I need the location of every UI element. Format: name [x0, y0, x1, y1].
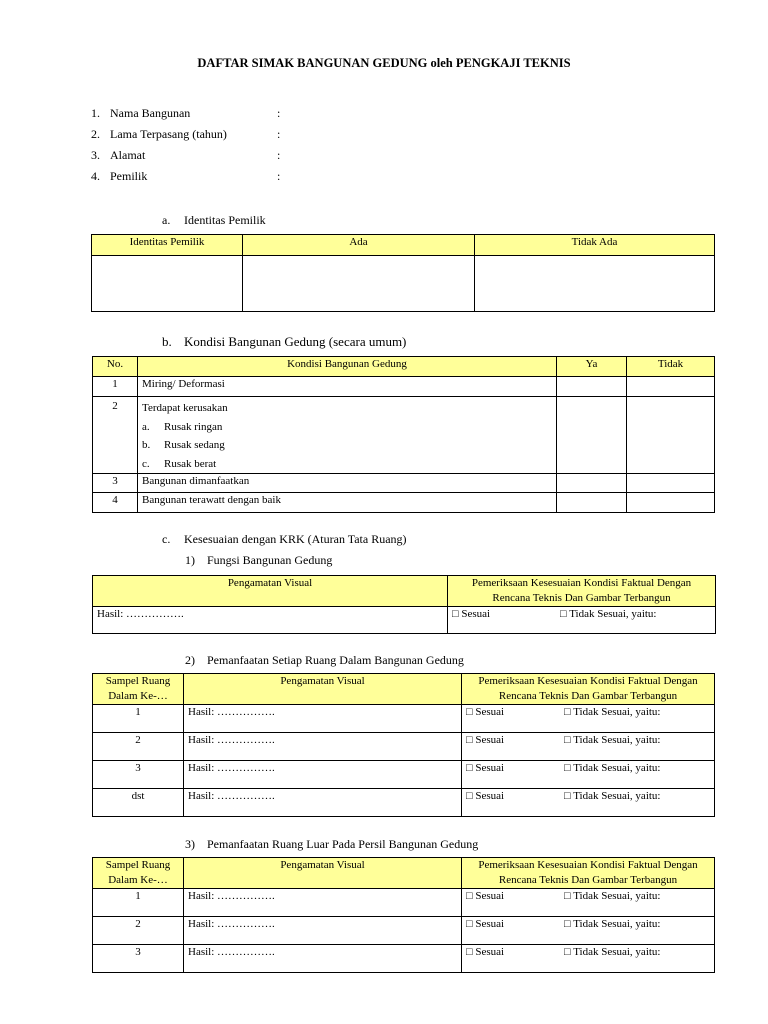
sample-number: 3	[93, 761, 184, 789]
sample-number: 2	[93, 917, 184, 945]
table-cell-ada[interactable]	[243, 256, 475, 312]
table-row	[93, 917, 715, 945]
cell-ya[interactable]	[557, 493, 627, 513]
row-number: 3	[93, 474, 138, 493]
row-text-block	[138, 397, 557, 474]
table-row	[93, 493, 715, 513]
section-title: Identitas Pemilik	[184, 213, 266, 227]
row-text: Bangunan dimanfaatkan	[138, 474, 557, 493]
table-row	[93, 474, 715, 493]
check-cell	[462, 945, 715, 973]
hasil-cell[interactable]: Hasil: …………….	[184, 705, 462, 733]
cell-ya[interactable]	[557, 474, 627, 493]
section-title: Kondisi Bangunan Gedung (secara umum)	[184, 334, 407, 349]
table-row	[93, 789, 715, 817]
pemanfaatan-ruang-luar-table	[92, 857, 715, 973]
c3-heading	[185, 837, 478, 852]
sample-number: 2	[93, 733, 184, 761]
column-header: Pengamatan Visual	[184, 858, 462, 889]
check-cell	[462, 917, 715, 945]
sub-text: Rusak sedang	[164, 439, 225, 451]
tidak-sesuai-checkbox[interactable]: □ Tidak Sesuai, yaitu:	[560, 608, 657, 620]
table-row	[93, 705, 715, 733]
sample-number: 1	[93, 889, 184, 917]
hasil-cell[interactable]: Hasil: …………….	[184, 945, 462, 973]
sesuai-checkbox[interactable]: □ Sesuai	[466, 706, 505, 718]
fungsi-bangunan-table	[92, 575, 716, 634]
section-marker: a.	[162, 213, 171, 227]
column-header: No.	[93, 357, 138, 377]
column-header: Tidak	[627, 357, 715, 377]
column-header: Ya	[557, 357, 627, 377]
sub-text: Rusak ringan	[164, 420, 223, 433]
info-colon: :	[277, 148, 281, 162]
table-row	[93, 607, 716, 634]
table-row	[93, 761, 715, 789]
row-number: 2	[93, 397, 138, 474]
row-number: 1	[93, 377, 138, 397]
sesuai-checkbox[interactable]: □ Sesuai	[452, 608, 491, 620]
hasil-cell[interactable]: Hasil: …………….	[184, 733, 462, 761]
column-header: Sampel Ruang Dalam Ke-…	[93, 858, 184, 889]
tidak-sesuai-checkbox[interactable]: □ Tidak Sesuai, yaitu:	[564, 946, 661, 958]
hasil-cell[interactable]: Hasil: …………….	[184, 889, 462, 917]
page-title: DAFTAR SIMAK BANGUNAN GEDUNG oleh PENGKAJI TEKNIS	[197, 56, 571, 70]
column-header: Pengamatan Visual	[184, 674, 462, 705]
cell-tidak[interactable]	[627, 377, 715, 397]
tidak-sesuai-checkbox[interactable]: □ Tidak Sesuai, yaitu:	[564, 790, 661, 802]
table-row	[93, 889, 715, 917]
info-number: 1.	[91, 106, 100, 120]
check-cell	[448, 607, 716, 634]
hasil-cell[interactable]: Hasil: …………….	[184, 917, 462, 945]
section-a-heading	[162, 213, 266, 228]
column-header: Kondisi Bangunan Gedung	[138, 357, 557, 377]
info-number: 3.	[91, 148, 100, 162]
check-cell	[462, 705, 715, 733]
column-header: Ada	[243, 235, 475, 256]
table-row	[93, 397, 715, 474]
section-b-heading	[162, 334, 406, 350]
info-label: Lama Terpasang (tahun)	[110, 127, 227, 141]
column-header: Pengamatan Visual	[93, 576, 448, 607]
column-header: Sampel Ruang Dalam Ke-…	[93, 674, 184, 705]
cell-tidak[interactable]	[627, 474, 715, 493]
check-cell	[462, 761, 715, 789]
check-cell	[462, 733, 715, 761]
cell-tidak[interactable]	[627, 493, 715, 513]
cell-ya[interactable]	[557, 377, 627, 397]
section-title: Kesesuaian dengan KRK (Aturan Tata Ruang)	[184, 532, 407, 546]
hasil-cell[interactable]: Hasil: …………….	[184, 761, 462, 789]
c2-heading	[185, 653, 464, 668]
c1-heading	[185, 553, 332, 568]
info-label: Nama Bangunan	[110, 106, 191, 120]
tidak-sesuai-checkbox[interactable]: □ Tidak Sesuai, yaitu:	[564, 706, 661, 718]
sub-marker: a.	[142, 420, 150, 433]
table-cell-tidak-ada[interactable]	[475, 256, 715, 312]
section-marker: b.	[162, 334, 172, 349]
section-marker: 2)	[185, 653, 195, 667]
info-colon: :	[277, 106, 281, 120]
column-header: Pemeriksaan Kesesuaian Kondisi Faktual Dengan Rencana Teknis Dan Gambar Terbangun	[462, 674, 715, 705]
row-number: 4	[93, 493, 138, 513]
table-row	[93, 945, 715, 973]
check-cell	[462, 889, 715, 917]
table-row	[93, 733, 715, 761]
hasil-cell[interactable]: Hasil: …………….	[184, 789, 462, 817]
kondisi-bangunan-table	[92, 356, 715, 513]
section-title: Pemanfaatan Setiap Ruang Dalam Bangunan Gedung	[207, 653, 464, 667]
cell-tidak[interactable]	[627, 397, 715, 474]
sesuai-checkbox[interactable]: □ Sesuai	[466, 946, 505, 958]
check-cell	[462, 789, 715, 817]
sesuai-checkbox[interactable]: □ Sesuai	[466, 790, 505, 802]
tidak-sesuai-checkbox[interactable]: □ Tidak Sesuai, yaitu:	[564, 890, 661, 902]
column-header: Identitas Pemilik	[92, 235, 243, 256]
info-number: 2.	[91, 127, 100, 141]
column-header: Pemeriksaan Kesesuaian Kondisi Faktual Dengan Rencana Teknis Dan Gambar Terbangun	[448, 576, 716, 607]
hasil-cell[interactable]: Hasil: …………….	[93, 607, 448, 634]
sub-text: Rusak berat	[164, 457, 217, 470]
sub-marker: c.	[142, 457, 150, 470]
section-title: Fungsi Bangunan Gedung	[207, 553, 333, 567]
table-row	[93, 377, 715, 397]
section-marker: 1)	[185, 553, 195, 567]
pemanfaatan-ruang-dalam-table	[92, 673, 715, 817]
sample-number: dst	[93, 789, 184, 817]
section-marker: 3)	[185, 837, 195, 851]
tidak-sesuai-checkbox[interactable]: □ Tidak Sesuai, yaitu:	[564, 918, 661, 930]
section-title: Pemanfaatan Ruang Luar Pada Persil Bangunan Gedung	[207, 837, 479, 851]
tidak-sesuai-checkbox[interactable]: □ Tidak Sesuai, yaitu:	[564, 762, 661, 774]
sesuai-checkbox[interactable]: □ Sesuai	[466, 918, 505, 930]
info-label: Alamat	[110, 148, 146, 162]
info-colon: :	[277, 127, 281, 141]
row-text: Miring/ Deformasi	[138, 377, 557, 397]
sub-item	[142, 436, 552, 455]
sesuai-checkbox[interactable]: □ Sesuai	[466, 762, 505, 774]
section-marker: c.	[162, 532, 171, 546]
sub-item	[142, 455, 552, 474]
info-number: 4.	[91, 169, 100, 183]
sesuai-checkbox[interactable]: □ Sesuai	[466, 734, 505, 746]
sample-number: 1	[93, 705, 184, 733]
sub-item	[142, 418, 552, 437]
sample-number: 3	[93, 945, 184, 973]
sub-marker: b.	[142, 439, 151, 451]
row-text: Terdapat kerusakan	[142, 402, 228, 414]
info-label: Pemilik	[110, 169, 148, 183]
info-colon: :	[277, 169, 281, 183]
tidak-sesuai-checkbox[interactable]: □ Tidak Sesuai, yaitu:	[564, 734, 661, 746]
column-header: Pemeriksaan Kesesuaian Kondisi Faktual Dengan Rencana Teknis Dan Gambar Terbangun	[462, 858, 715, 889]
identitas-pemilik-table	[91, 234, 715, 312]
table-cell-identitas[interactable]	[92, 256, 243, 312]
cell-ya[interactable]	[557, 397, 627, 474]
row-text: Bangunan terawatt dengan baik	[138, 493, 557, 513]
column-header: Tidak Ada	[475, 235, 715, 256]
section-c-heading	[162, 532, 407, 547]
sesuai-checkbox[interactable]: □ Sesuai	[466, 890, 505, 902]
